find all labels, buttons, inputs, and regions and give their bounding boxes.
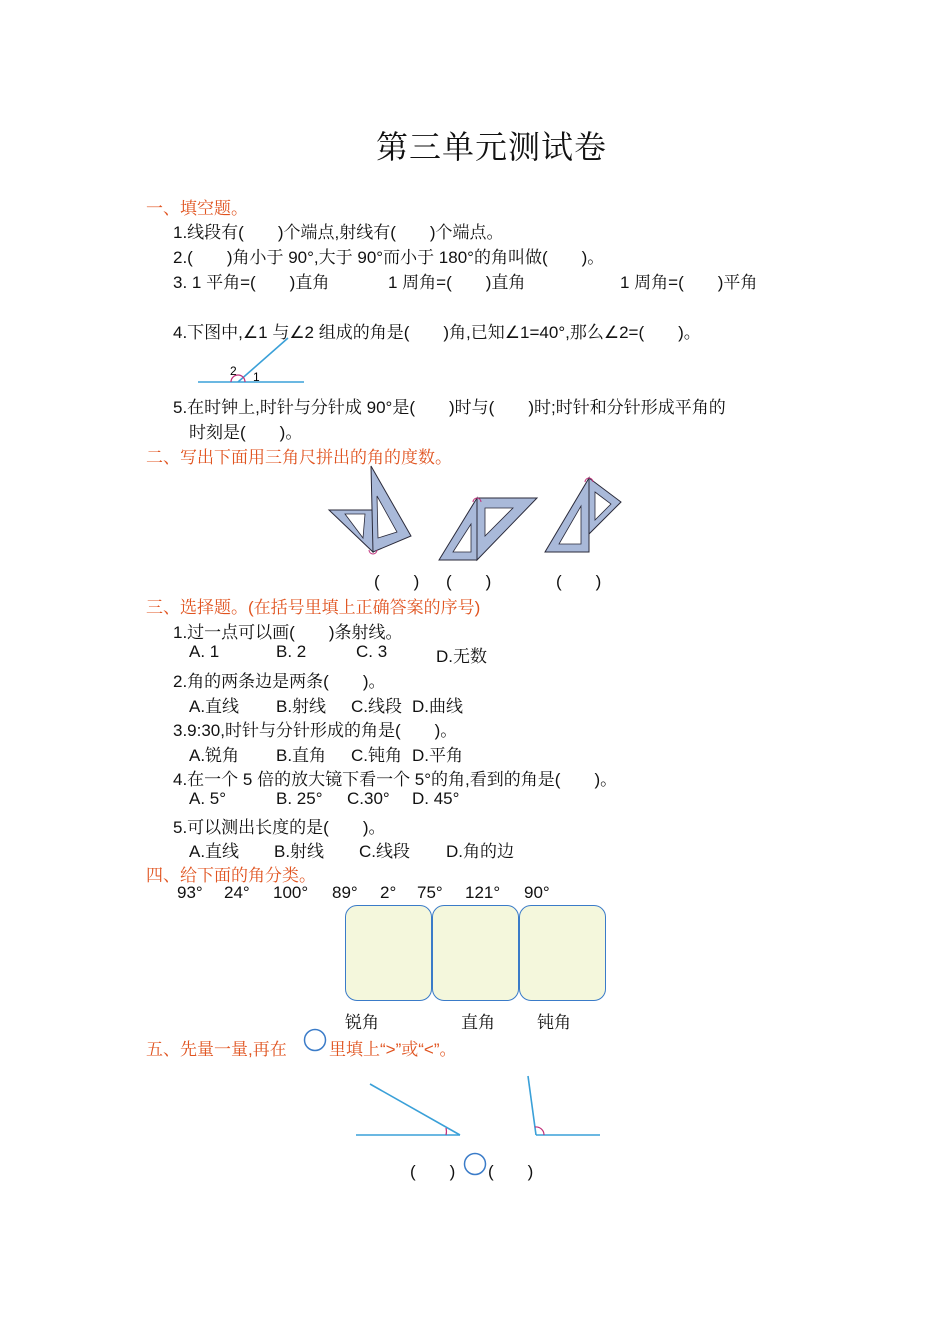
s3-q2-option-a[interactable]: A.直线 (189, 697, 240, 716)
angles-compare-figure (350, 1070, 610, 1146)
s3-question-4: 4.在一个 5 倍的放大镜下看一个 5°的角,看到的角是( )。 (173, 770, 618, 789)
angle-value: 121° (465, 883, 501, 902)
s3-q1-option-b[interactable]: B. 2 (276, 642, 307, 661)
box-label-obtuse: 钝角 (537, 1013, 571, 1032)
s3-q2-option-d[interactable]: D.曲线 (412, 697, 463, 716)
obtuse-angle-box[interactable] (519, 905, 606, 1001)
s3-q4-option-c[interactable]: C.30° (347, 789, 390, 808)
s3-q5-option-d[interactable]: D.角的边 (446, 842, 514, 861)
s3-question-1: 1.过一点可以画( )条射线。 (173, 623, 403, 642)
left-angle-ray (370, 1084, 460, 1135)
section-3-heading: 三、选择题。(在括号里填上正确答案的序号) (146, 598, 481, 617)
figure-label-2: 2 (230, 364, 237, 378)
page-title: 第三单元测试卷 (376, 129, 608, 165)
s3-q4-option-d[interactable]: D. 45° (412, 789, 460, 808)
s3-q3-option-d[interactable]: D.平角 (412, 746, 463, 765)
angle-value: 24° (224, 883, 250, 902)
s2-blank-2[interactable]: ( ) (446, 572, 492, 591)
s3-q3-option-c[interactable]: C.钝角 (351, 746, 402, 765)
s3-q3-option-a[interactable]: A.锐角 (189, 746, 240, 765)
triangle-rulers-figure (325, 462, 625, 562)
angle-value: 75° (417, 883, 443, 902)
angle-figure-q4 (190, 334, 310, 388)
box-label-acute: 锐角 (345, 1013, 379, 1032)
s5-blank-left[interactable]: ( ) (410, 1162, 456, 1181)
s1-question-4: 4.下图中,∠1 与∠2 组成的角是( )角,已知∠1=40°,那么∠2=( )。 (173, 323, 701, 342)
angle-value: 89° (332, 883, 358, 902)
angle-value: 90° (524, 883, 550, 902)
s5-blank-right[interactable]: ( ) (488, 1162, 534, 1181)
section-5-heading-b: 里填上“>”或“<”。 (329, 1040, 457, 1059)
s3-q4-option-a[interactable]: A. 5° (189, 789, 227, 808)
section-2-heading: 二、写出下面用三角尺拼出的角的度数。 (146, 448, 452, 467)
right-angle-ray (528, 1076, 536, 1135)
s2-blank-1[interactable]: ( ) (374, 572, 420, 591)
section-4-heading: 四、给下面的角分类。 (146, 866, 316, 885)
s3-q4-option-b[interactable]: B. 25° (276, 789, 323, 808)
s3-question-2: 2.角的两条边是两条( )。 (173, 672, 386, 691)
section-1-heading: 一、填空题。 (146, 199, 248, 218)
acute-angle-box[interactable] (345, 905, 432, 1001)
section-5-heading-a: 五、先量一量,再在 (146, 1040, 287, 1059)
s1-question-1: 1.线段有( )个端点,射线有( )个端点。 (173, 223, 504, 242)
compare-circle-icon[interactable] (463, 1152, 487, 1176)
s1-question-3b: 1 周角=( )直角 (388, 273, 526, 292)
figure-label-1: 1 (253, 370, 260, 384)
s3-q3-option-b[interactable]: B.直角 (276, 746, 327, 765)
figure-ray-line (238, 338, 288, 382)
s3-q5-option-a[interactable]: A.直线 (189, 842, 240, 861)
s3-q2-option-b[interactable]: B.射线 (276, 697, 327, 716)
s1-question-3a: 3. 1 平角=( )直角 (173, 273, 330, 292)
s3-q1-option-a[interactable]: A. 1 (189, 642, 220, 661)
s3-question-5: 5.可以测出长度的是( )。 (173, 818, 386, 837)
angle-value: 2° (380, 883, 397, 902)
s3-q1-option-c[interactable]: C. 3 (356, 642, 388, 661)
s3-q5-option-b[interactable]: B.射线 (274, 842, 325, 861)
s1-question-5a: 5.在时钟上,时针与分针成 90°是( )时与( )时;时针和分针形成平角的 (173, 398, 726, 417)
angle-value: 100° (273, 883, 309, 902)
s1-question-2: 2.( )角小于 90°,大于 90°而小于 180°的角叫做( )。 (173, 248, 605, 267)
circle-icon (303, 1028, 327, 1052)
s1-question-5b: 时刻是( )。 (189, 423, 303, 442)
s3-q1-option-d[interactable]: D.无数 (436, 647, 487, 666)
box-label-right: 直角 (461, 1013, 495, 1032)
s1-question-3c: 1 周角=( )平角 (620, 273, 758, 292)
s3-question-3: 3.9:30,时针与分针形成的角是( )。 (173, 721, 458, 740)
right-angle-box[interactable] (432, 905, 519, 1001)
angle-value: 93° (177, 883, 203, 902)
s3-q2-option-c[interactable]: C.线段 (351, 697, 402, 716)
s2-blank-3[interactable]: ( ) (556, 572, 602, 591)
s3-q5-option-c[interactable]: C.线段 (359, 842, 410, 861)
